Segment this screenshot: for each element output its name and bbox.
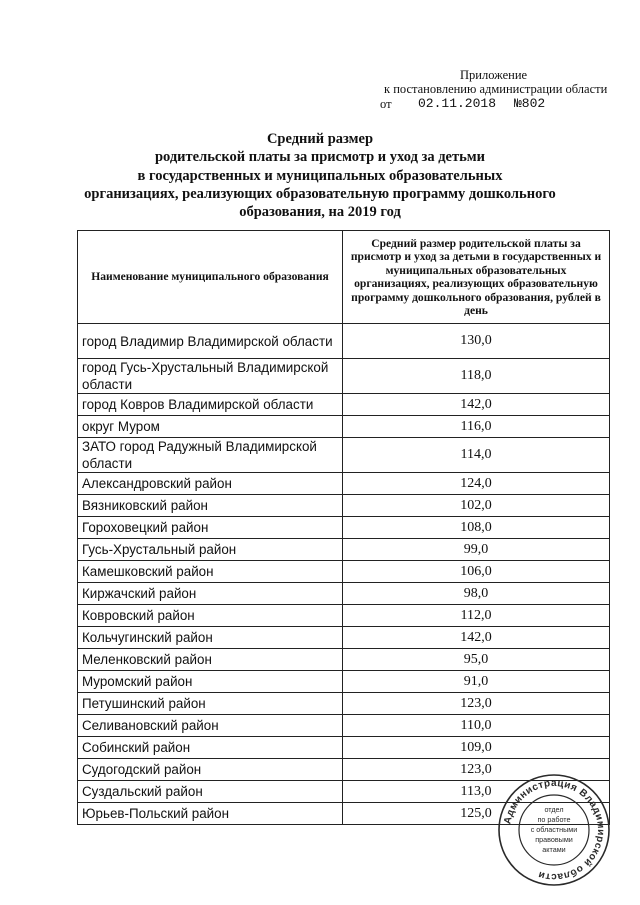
average-fee-value: 125,0 (343, 803, 610, 825)
municipality-name: Меленковский район (78, 649, 343, 671)
table-row (78, 473, 610, 495)
municipality-name: Камешковский район (78, 561, 343, 583)
table-row (78, 438, 610, 473)
stamp-center-line-5: актами (542, 845, 566, 854)
document-title (70, 130, 570, 221)
table-row (78, 605, 610, 627)
table-row (78, 693, 610, 715)
average-fee-value: 110,0 (343, 715, 610, 737)
municipality-name: Судогодский район (78, 759, 343, 781)
title-line-4: организациях, реализующих образовательную программу дошкольного (84, 185, 556, 202)
municipality-name: Ковровский район (78, 605, 343, 627)
appendix-number: №802 (514, 96, 546, 111)
average-fee-value: 114,0 (343, 438, 610, 473)
stamp-center-line-1: отдел (544, 805, 564, 814)
title-line-5: образования, на 2019 год (239, 204, 401, 221)
table-row (78, 324, 610, 359)
appendix-date-line (380, 97, 612, 111)
average-fee-value: 98,0 (343, 583, 610, 605)
municipality-name: Александровский район (78, 473, 343, 495)
stamp-center-line-4: правовыми (535, 835, 573, 844)
table-row (78, 671, 610, 693)
average-fee-value: 106,0 (343, 561, 610, 583)
header-average-fee: Средний размер родительской платы за присмотр и уход за детьми в государственных и муниципальных образовательных организациях, реализующих образовательную программу дошкольного образования, рублей в день (343, 231, 610, 324)
average-fee-value: 123,0 (343, 759, 610, 781)
table-row (78, 495, 610, 517)
table-row (78, 394, 610, 416)
average-fee-value: 142,0 (343, 627, 610, 649)
official-stamp (496, 772, 612, 888)
header-municipality: Наименование муниципального образования (78, 231, 343, 324)
municipality-name: округ Муром (78, 416, 343, 438)
municipality-name: Киржачский район (78, 583, 343, 605)
average-fee-value: 118,0 (343, 359, 610, 394)
table-row (78, 737, 610, 759)
table-row (78, 359, 610, 394)
municipality-name: город Гусь-Хрустальный Владимирской области (78, 359, 343, 394)
appendix-prefix: от (380, 97, 392, 111)
appendix-date: 02.11.2018 (418, 96, 497, 111)
average-fee-value: 108,0 (343, 517, 610, 539)
municipality-name: ЗАТО город Радужный Владимирской области (78, 438, 343, 473)
municipality-name: город Ковров Владимирской области (78, 394, 343, 416)
average-fee-value: 130,0 (343, 324, 610, 359)
table-row (78, 539, 610, 561)
municipality-name: Муромский район (78, 671, 343, 693)
appendix-label: Приложение (460, 68, 528, 82)
stamp-ring-text: Администрация Владимирской области (502, 777, 607, 883)
municipality-name: Вязниковский район (78, 495, 343, 517)
average-fee-value: 102,0 (343, 495, 610, 517)
title-line-2: родительской платы за присмотр и уход за детьми (154, 149, 486, 166)
title-line-3: в государственных и муниципальных образовательных (137, 167, 503, 184)
municipality-name: Кольчугинский район (78, 627, 343, 649)
municipality-name: Гусь-Хрустальный район (78, 539, 343, 561)
table-row (78, 715, 610, 737)
table-row (78, 561, 610, 583)
average-fee-value: 112,0 (343, 605, 610, 627)
municipality-name: Селивановский район (78, 715, 343, 737)
municipality-name: Юрьев-Польский район (78, 803, 343, 825)
table-row (78, 416, 610, 438)
stamp-center-line-3: с областными (530, 825, 578, 834)
average-fee-value: 123,0 (343, 693, 610, 715)
municipality-name: Гороховецкий район (78, 517, 343, 539)
average-fee-value: 113,0 (343, 781, 610, 803)
table-body (78, 324, 610, 825)
average-fee-value: 99,0 (343, 539, 610, 561)
municipality-name: Суздальский район (78, 781, 343, 803)
appendix-header (380, 68, 612, 111)
fees-table (77, 230, 610, 825)
table-row (78, 583, 610, 605)
title-line-1: Средний размер (266, 131, 374, 147)
table-row (78, 649, 610, 671)
table-row (78, 517, 610, 539)
average-fee-value: 109,0 (343, 737, 610, 759)
municipality-name: Петушинский район (78, 693, 343, 715)
average-fee-value: 124,0 (343, 473, 610, 495)
municipality-name: Собинский район (78, 737, 343, 759)
average-fee-value: 91,0 (343, 671, 610, 693)
table-header-row (78, 231, 610, 324)
stamp-center-line-2: по работе (537, 815, 571, 824)
appendix-resolution: к постановлению администрации области (384, 82, 608, 96)
municipality-name: город Владимир Владимирской области (78, 324, 343, 359)
average-fee-value: 116,0 (343, 416, 610, 438)
average-fee-value: 95,0 (343, 649, 610, 671)
average-fee-value: 142,0 (343, 394, 610, 416)
table-row (78, 627, 610, 649)
